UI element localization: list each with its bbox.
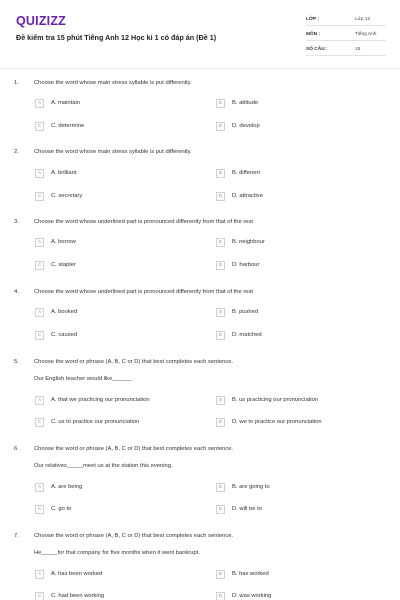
- option-text: D. develop: [232, 123, 260, 129]
- option-letter-box: B: [216, 99, 225, 108]
- option-letter-box: C: [35, 592, 44, 600]
- question-number: 4.: [14, 289, 19, 295]
- option-letter-box: B: [216, 483, 225, 492]
- option-letter-box: B: [216, 238, 225, 247]
- option-text: A. are being: [51, 484, 83, 490]
- page-title: Đề kiểm tra 15 phút Tiếng Anh 12 Học kì 1 có đáp án (Đề 1): [16, 33, 217, 42]
- option-text: B. us practicing our pronunciation: [232, 397, 319, 403]
- question-number: 3.: [14, 219, 19, 225]
- option-letter-box: C: [35, 122, 44, 131]
- option-text: D. harbour: [232, 262, 260, 268]
- option-text: B. pushed: [232, 309, 259, 315]
- option-letter-box: D: [216, 331, 225, 340]
- option-text: B. neighbour: [232, 239, 265, 245]
- meta-subject-label: MÔN :: [306, 32, 321, 37]
- option-text: C. stapler: [51, 262, 76, 268]
- option-letter-box: D: [216, 122, 225, 131]
- option-text: A. has been worked: [51, 571, 103, 577]
- option-letter-box: D: [216, 592, 225, 600]
- option-text: C. caused: [51, 332, 78, 338]
- option-letter-box: D: [216, 418, 225, 427]
- question-prompt: Choose the word whose main stress syllable is put differently.: [34, 80, 192, 86]
- option-letter-box: A: [35, 169, 44, 178]
- meta-subject-value: Tiếng Anh: [355, 32, 377, 37]
- option-text: A. booked: [51, 309, 78, 315]
- meta-class-value: Lớp 12: [355, 17, 371, 22]
- question-prompt: Choose the word or phrase (A, B, C or D) that best completes each sentence.: [34, 533, 234, 539]
- option-letter-box: A: [35, 483, 44, 492]
- question-prompt: Choose the word whose underlined part is pronounced differently from that of the rest: [34, 289, 254, 295]
- option-letter-box: C: [35, 192, 44, 201]
- option-letter-box: A: [35, 570, 44, 579]
- option-letter-box: A: [35, 308, 44, 317]
- option-text: D. matched: [232, 332, 262, 338]
- option-text: A. borrow: [51, 239, 76, 245]
- option-letter-box: A: [35, 396, 44, 405]
- option-letter-box: C: [35, 331, 44, 340]
- question-sentence: He_____for that company for five months when it went bankrupt.: [34, 550, 200, 556]
- option-text: A. brilliant: [51, 170, 77, 176]
- question-sentence: Our English teacher would like______: [34, 376, 132, 382]
- option-text: C. secretary: [51, 193, 83, 199]
- meta-question-count-value: 15: [355, 47, 361, 52]
- option-letter-box: C: [35, 505, 44, 514]
- option-letter-box: C: [35, 261, 44, 270]
- option-text: D. will be to: [232, 506, 262, 512]
- option-text: B. different: [232, 170, 260, 176]
- option-text: A. that we practicing our pronunciation: [51, 397, 150, 403]
- question-number: 6.: [14, 446, 19, 452]
- option-text: C. had been working: [51, 593, 105, 599]
- option-letter-box: B: [216, 570, 225, 579]
- option-letter-box: B: [216, 169, 225, 178]
- option-letter-box: D: [216, 505, 225, 514]
- option-letter-box: A: [35, 99, 44, 108]
- option-text: B. attitude: [232, 100, 259, 106]
- option-text: B. are going to: [232, 484, 270, 490]
- meta-question-count-label: SỐ CÂU :: [306, 47, 328, 52]
- question-sentence: Our relatives_____meet us at the station this evening.: [34, 463, 173, 469]
- option-letter-box: D: [216, 261, 225, 270]
- option-letter-box: B: [216, 396, 225, 405]
- option-text: D. attractive: [232, 193, 263, 199]
- question-prompt: Choose the word or phrase (A, B, C or D) that best completes each sentence.: [34, 446, 234, 452]
- option-letter-box: A: [35, 238, 44, 247]
- option-text: D. was working: [232, 593, 272, 599]
- option-letter-box: C: [35, 418, 44, 427]
- quizizz-logo: QUIZIZZ: [16, 14, 67, 28]
- option-letter-box: D: [216, 192, 225, 201]
- option-text: C. us to practice our pronunciation: [51, 419, 140, 425]
- question-prompt: Choose the word or phrase (A, B, C or D) that best completes each sentence.: [34, 359, 234, 365]
- question-number: 5.: [14, 359, 19, 365]
- question-number: 1.: [14, 80, 19, 86]
- question-prompt: Choose the word whose main stress syllable is put differently.: [34, 149, 192, 155]
- option-text: D. we to practice our pronunciation: [232, 419, 322, 425]
- question-number: 2.: [14, 149, 19, 155]
- meta-class-label: LỚP :: [306, 17, 320, 22]
- option-letter-box: B: [216, 308, 225, 317]
- question-number: 7.: [14, 533, 19, 539]
- option-text: C. determine: [51, 123, 85, 129]
- option-text: B. has worked: [232, 571, 269, 577]
- option-text: A. maintain: [51, 100, 80, 106]
- option-text: C. go to: [51, 506, 72, 512]
- question-prompt: Choose the word whose underlined part is pronounced differently from that of the rest: [34, 219, 254, 225]
